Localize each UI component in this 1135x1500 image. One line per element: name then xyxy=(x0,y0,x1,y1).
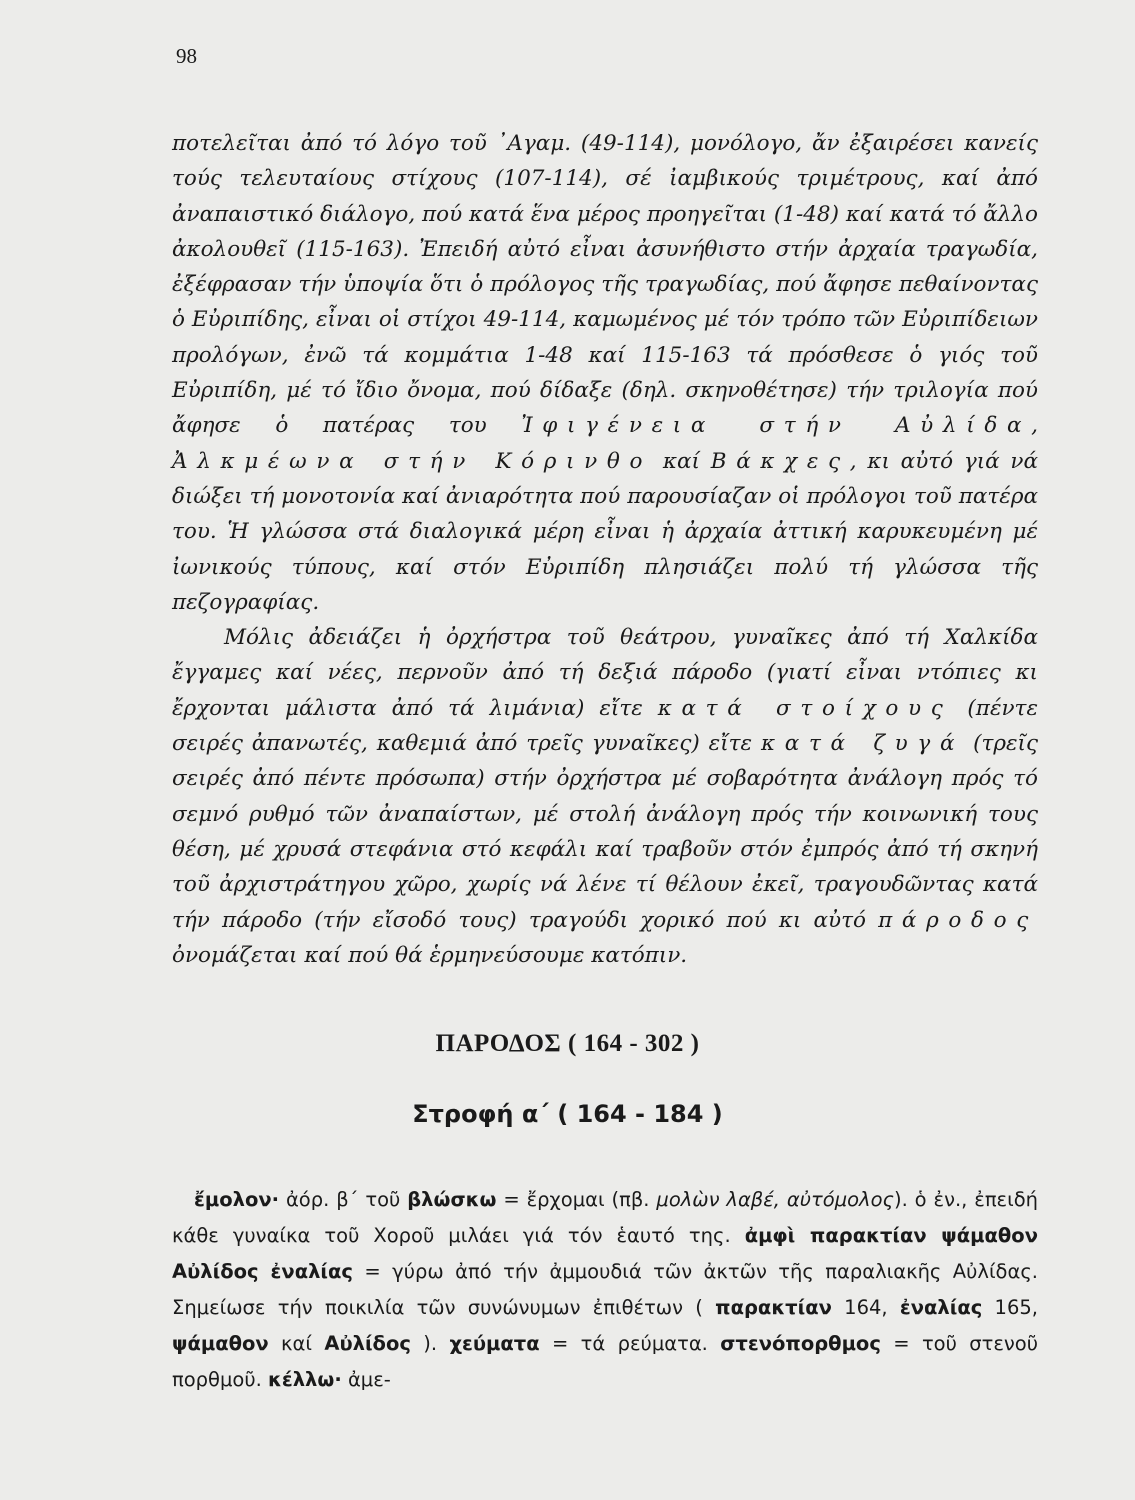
lemma: ἐναλίας xyxy=(899,1296,983,1319)
example: μολὼν λαβέ, αὐτόμολος xyxy=(656,1188,894,1211)
intro-text xyxy=(172,126,1038,973)
strophe-label: Στροφή α΄ xyxy=(412,1100,549,1128)
strophe-range: ( 164 - 184 ) xyxy=(548,1100,723,1128)
text-run: καί xyxy=(268,1332,325,1355)
text-run: (πέντε σειρές ἀπανωτές, καθεμιά ἀπό τρεῖς γυναῖκες) εἴτε xyxy=(172,695,1038,757)
text-run: καί xyxy=(652,448,711,474)
page-number: 98 xyxy=(176,44,197,68)
spaced-term: κατά στοίχους xyxy=(657,695,953,721)
lemma: παρακτίαν xyxy=(715,1296,832,1319)
lemma: χεύματα xyxy=(449,1332,540,1355)
section-heading-strophe xyxy=(0,1100,1135,1128)
lemma: στενόπορθμος xyxy=(720,1332,881,1355)
lemma: Αὐλίδος xyxy=(324,1332,411,1355)
text-run: (τρεῖς σειρές ἀπό πέντε πρόσωπα) στήν ὀρχήστρα μέ σοβαρότητα ἀνάλογη πρός τό σεμνό ρυθμό τῶν ἀναπαίστων, μέ στολή ἀνάλογη πρός τήν κοινωνική τους θέση, μέ χρυσά στεφάνια στό κεφάλι καί τραβοῦν στόν ἐμπρός ἀπό τή σκηνή τοῦ ἀρχιστράτηγου χῶρο, χωρίς νά λένε τί θέλουν ἐκεῖ, τραγουδῶντας κατά τήν πάροδο (τήν εἴσοδό τους) τραγούδι χορικό πού κι αὐτό xyxy=(172,731,1039,933)
text-run: , κι αὐτό γιά νά διώξει τή μονοτονία καί ἀνιαρότητα πού παρουσίαζαν οἱ πρόλογοι τοῦ πατέρα του. Ἡ γλώσσα στά διαλογικά μέρη εἶναι ἡ ἀρχαία ἀττική καρυκευμένη μέ ἰωνικούς τύπους, καί στόν Εὐριπίδη πλησιάζει πολύ τή γλώσσα τῆς πεζογραφίας. xyxy=(172,448,1039,615)
text-run: ). xyxy=(410,1332,450,1355)
text-run: ). ὁ ἐν., ἐπειδή κάθε γυναίκα τοῦ Χοροῦ μιλάει γιά τόν ἑαυτό της. xyxy=(172,1188,1038,1247)
text-run: ποτελεῖται ἀπό τό λόγο τοῦ ᾿Αγαμ. (49-114), μονόλογο, ἄν ἐξαιρέσει κανείς τούς τελευταίους στίχους (107-114), σέ ἰαμβικούς τριμέτρους, καί ἀπό ἀναπαιστικό διάλογο, πού κατά ἕνα μέρος προηγεῖται (1-48) καί κατά τό ἄλλο ἀκολουθεῖ (115-163). Ἐπειδή αὐτό εἶναι ἀσυνήθιστο στήν ἀρχαία τραγωδία, ἐξέφρασαν τήν ὑποψία ὅτι ὁ πρόλογος τῆς τραγωδίας, πού ἄφησε πεθαίνοντας ὁ Εὐριπίδης, εἶναι οἱ στίχοι 49-114, καμωμένος μέ τόν τρόπο τῶν Εὐριπίδειων προλόγων, ἐνῶ τά κομμάτια 1-48 καί 115-163 τά πρόσθεσε ὁ γιός τοῦ Εὐριπίδη, μέ τό ἴδιο ὄνομα, πού δίδαξε (δηλ. σκηνοθέτησε) τήν τριλογία πού ἄφησε ὁ πατέρας του xyxy=(172,131,1038,439)
play-title: Ἰφιγένεια στήν Αὐλίδα xyxy=(521,413,1032,439)
text-run: ὀνομάζεται καί πού θά ἑρμηνεύσουμε κατόπιν. xyxy=(172,942,688,968)
lemma: ἔμολον· xyxy=(194,1188,280,1211)
play-title: Ἀλκμέωνα στήν Κόρινθο xyxy=(172,448,653,474)
text-run: Μόλις ἀδειάζει ἡ ὀρχήστρα τοῦ θεάτρου, γυναῖκες ἀπό τή Χαλκίδα ἔγγαμες καί νέες, περνοῦν ἀπό τή δεξιά πάροδο (γιατί εἶναι ντόπιες κι ἔρχονται μάλιστα ἀπό τά λιμάνια) εἴτε xyxy=(172,625,1038,721)
commentary-text xyxy=(172,1182,1038,1398)
text-run: 164, xyxy=(831,1296,900,1319)
section-heading-parodos: ΠΑΡΟΔΟΣ ( 164 - 302 ) xyxy=(435,1030,700,1057)
lemma: κέλλω· xyxy=(268,1368,342,1391)
text-run: 165, xyxy=(982,1296,1038,1319)
spaced-term: πάροδος xyxy=(878,907,1038,933)
text-run: = ἔρχομαι (πβ. xyxy=(496,1188,657,1211)
text-run: = τά ρεύματα. xyxy=(539,1332,721,1355)
play-title: Βάκχες xyxy=(710,448,850,474)
text-run: = γύρω ἀπό τήν ἀμμουδιά τῶν ἀκτῶν τῆς παραλιακῆς Αὐλίδας. Σημείωσε τήν ποικιλία τῶν συνώνυμων ἐπιθέτων ( xyxy=(172,1260,1038,1319)
intro-paragraph-2 xyxy=(172,620,1038,973)
lemma: ἀμφὶ παρακτίαν ψάμαθον Αὐλίδος ἐναλίας xyxy=(172,1224,1038,1283)
text-run: ἀόρ. β΄ τοῦ xyxy=(279,1188,408,1211)
lemma: ψάμαθον xyxy=(172,1332,269,1355)
text-run: = τοῦ στενοῦ πορθμοῦ. xyxy=(172,1332,1038,1391)
spaced-term: κατά ζυγά xyxy=(761,731,965,757)
intro-paragraph-1 xyxy=(172,126,1038,620)
text-run: ἀμε- xyxy=(341,1368,391,1391)
lemma: βλώσκω xyxy=(407,1188,497,1211)
text-run: , xyxy=(1031,413,1038,439)
